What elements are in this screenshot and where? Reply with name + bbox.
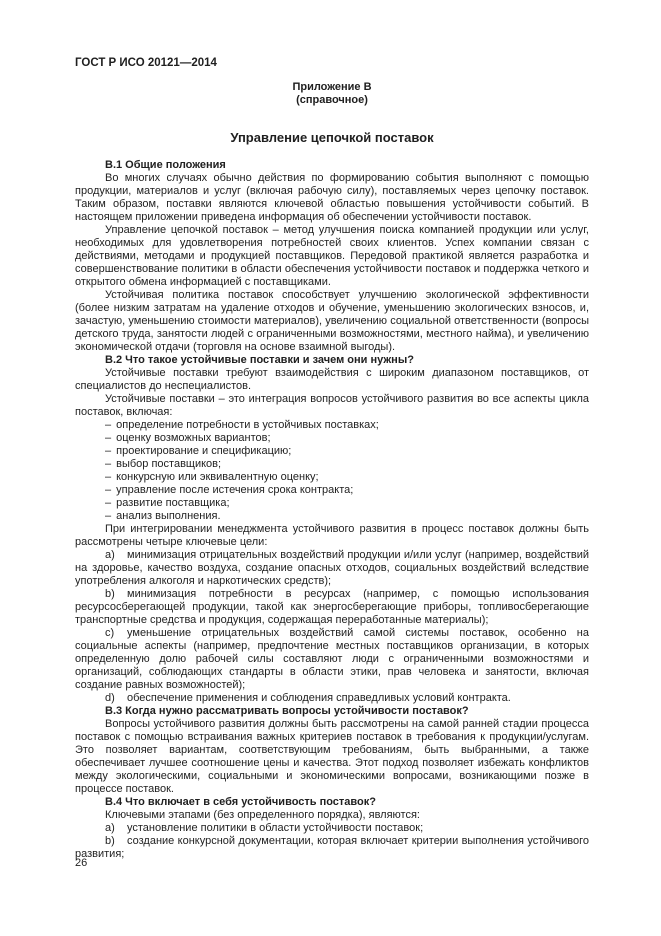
body-paragraph: Вопросы устойчивого развития должны быть рассмотрены на самой ранней стадии процесса поставок с помощью встраивания важных критериев поставок в требования к продукции/услугам. Это позволяет вариантам, соответствующим требованиям, быть выбранными, а также обеспечивает лучшее соотношение цены и качества. Этот подход позволяет избежать конфликтов между экологическими, социальными и экономическими вопросами, возникающими позже в процессе поставок. — [75, 718, 589, 795]
section-heading: В.2 Что такое устойчивые поставки и зачем они нужны? — [105, 354, 414, 366]
dash-list-item — [75, 497, 589, 510]
letter-item-text: минимизация потребности в ресурсах (например, с помощью использования ресурсосберегающей продукции, такой как энергосберегающие приборы, топливосберегающие транспортные средства и продукция, содержащая переработанные материалы); — [75, 588, 589, 626]
appendix-type-label: (справочное) — [296, 94, 368, 106]
standard-number: ГОСТ Р ИСО 20121—2014 — [75, 57, 217, 69]
body-paragraph: Ключевыми этапами (без определенного порядка), являются: — [105, 809, 420, 821]
lettered-list-item — [75, 549, 589, 588]
dash-item-text: анализ выполнения. — [116, 510, 221, 522]
dash-list-item — [75, 419, 589, 432]
letter-label: a) — [105, 549, 115, 561]
dash-item-text: определение потребности в устойчивых поставках; — [116, 419, 379, 431]
lettered-list-item — [75, 588, 589, 627]
lettered-list-item — [75, 692, 589, 705]
letter-label: c) — [105, 627, 115, 639]
dash-item-text: оценку возможных вариантов; — [116, 432, 271, 444]
lettered-list-item — [75, 822, 589, 835]
letter-item-text: минимизация отрицательных воздействий продукции и/или услуг (например, воздействий на здоровье, качество воздуха, создание опасных отходов, социальных воздействий вследствие употребления алкоголя и наркотических средств); — [75, 549, 589, 587]
document-body — [75, 159, 589, 861]
dash-mark: – — [105, 445, 112, 457]
letter-item-text: обеспечение применения и соблюдения справедливых условий контракта. — [127, 692, 511, 704]
dash-mark: – — [105, 497, 112, 509]
body-paragraph: Устойчивая политика поставок способствует улучшению экологической эффективности (более низким затратам на удаление отходов и обучение, уменьшению экологических взносов, и, зачастую, уменьшению стоимости материалов), увеличению социальной ответственности (вопросы детского труда, занятости людей с ограниченными возможностями, местного найма), и увеличению экономической отдачи (торговля на основе взаимной выгоды). — [75, 289, 589, 353]
dash-list-item — [75, 458, 589, 471]
dash-mark: – — [105, 419, 112, 431]
body-paragraph: Устойчивые поставки требуют взаимодействия с широким диапазоном поставщиков, от специалистов до неспециалистов. — [75, 367, 589, 392]
dash-mark: – — [105, 432, 112, 444]
body-paragraph: Управление цепочкой поставок – метод улучшения поиска компанией продукции или услуг, необходимых для удовлетворения потребностей своих клиентов. Успех компании связан с действиями, методами и продукцией поставщиков. Передовой практикой является разработка и совершенствование политики в области обеспечения устойчивости поставок и поддержка четкого и открытого обмена информацией с поставщиками. — [75, 224, 589, 288]
dash-item-text: управление после истечения срока контракта; — [116, 484, 354, 496]
dash-mark: – — [105, 458, 112, 470]
dash-item-text: конкурсную или эквивалентную оценку; — [116, 471, 319, 483]
dash-mark: – — [105, 510, 112, 522]
dash-item-text: выбор поставщиков; — [116, 458, 222, 470]
section-heading: В.3 Когда нужно рассматривать вопросы устойчивости поставок? — [105, 705, 469, 717]
dash-list-item — [75, 432, 589, 445]
section-heading: В.4 Что включает в себя устойчивость поставок? — [105, 796, 376, 808]
body-paragraph: Во многих случаях обычно действия по формированию события выполняют с помощью продукции, материалов и услуг (включая рабочую силу), поставляемых через цепочку поставок. Таким образом, поставки являются ключевой областью повышения устойчивости событий. В настоящем приложении приведена информация об обеспечении устойчивости поставок. — [75, 172, 589, 223]
letter-label: a) — [105, 822, 115, 834]
appendix-label: Приложение В — [292, 81, 372, 93]
dash-item-text: проектирование и спецификацию; — [116, 445, 292, 457]
letter-item-text: установление политики в области устойчивости поставок; — [127, 822, 424, 834]
letter-label: b) — [105, 588, 115, 600]
dash-item-text: развитие поставщика; — [116, 497, 230, 509]
lettered-list-item — [75, 835, 589, 861]
dash-list-item — [75, 484, 589, 497]
letter-label: b) — [105, 835, 115, 847]
section-heading: В.1 Общие положения — [105, 159, 226, 171]
dash-list-item — [75, 510, 589, 523]
lettered-list-item — [75, 627, 589, 692]
dash-mark: – — [105, 484, 112, 496]
letter-label: d) — [105, 692, 115, 704]
dash-list-item — [75, 471, 589, 484]
body-paragraph: Устойчивые поставки – это интеграция вопросов устойчивого развития во все аспекты цикла поставок, включая: — [75, 393, 589, 418]
body-paragraph: При интегрировании менеджмента устойчивого развития в процесс поставок должны быть рассмотрены четыре ключевые цели: — [75, 523, 589, 548]
page-content — [75, 57, 589, 861]
page-number: 26 — [75, 857, 88, 869]
dash-list-item — [75, 445, 589, 458]
page-title: Управление цепочкой поставок — [230, 130, 434, 145]
letter-item-text: уменьшение отрицательных воздействий самой системы поставок, особенно на социальные аспекты (например, предпочтение местных поставщиков организации, в которых определенную долю рабочей силы составляют люди с ограниченными возможностями и организаций, соблюдающих стандарты в области этики, прав человека и занятости, включая создание равных возможностей); — [75, 627, 589, 691]
letter-item-text: создание конкурсной документации, которая включает критерии выполнения устойчивого развития; — [75, 835, 589, 860]
dash-mark: – — [105, 471, 112, 483]
